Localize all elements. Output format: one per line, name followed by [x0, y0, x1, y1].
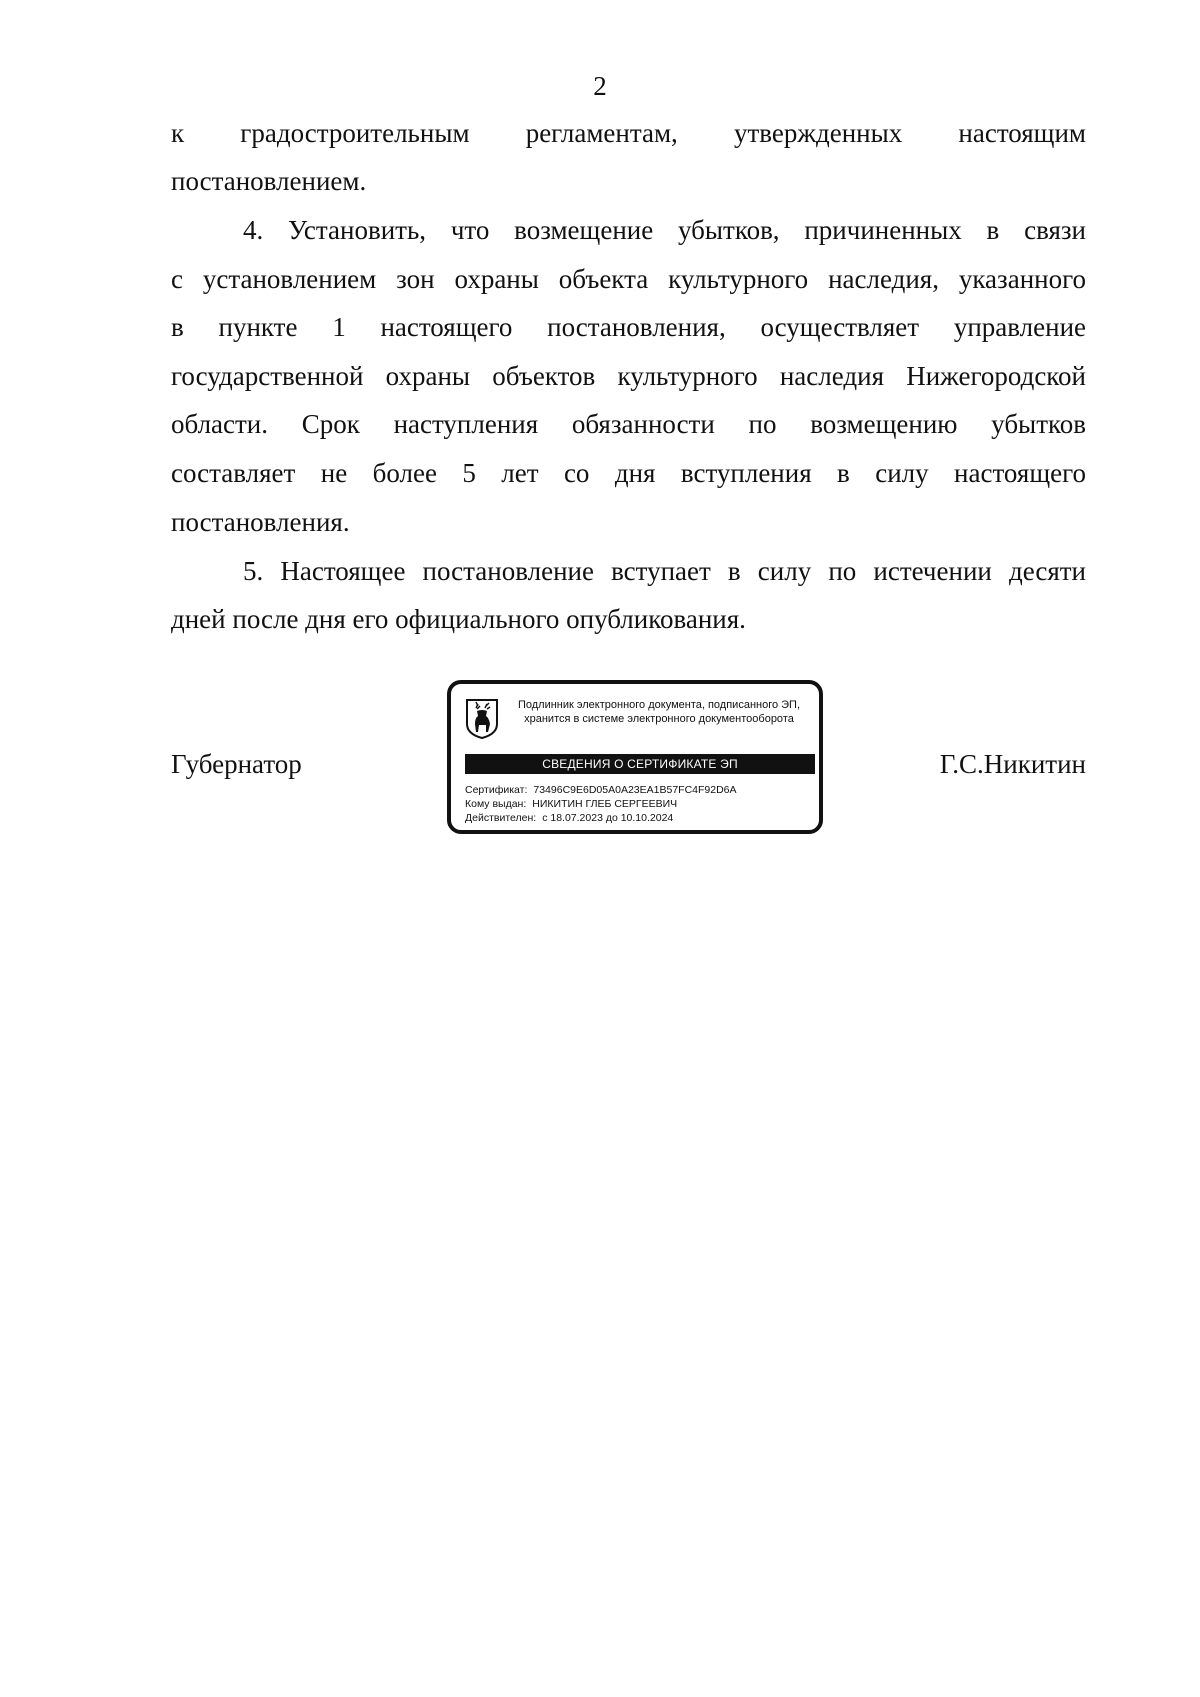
stamp-title-bar: СВЕДЕНИЯ О СЕРТИФИКАТЕ ЭП — [465, 754, 815, 774]
body-line: составляет не более 5 лет со дня вступления в силу настоящего — [171, 458, 1086, 488]
issued-to-label: Кому выдан: — [465, 798, 527, 810]
stamp-header-line: хранится в системе электронного документооборота — [524, 713, 794, 725]
deer-emblem-icon — [465, 698, 499, 740]
stamp-header-line: Подлинник электронного документа, подписанного ЭП, — [517, 699, 801, 711]
validity-label: Действителен: — [465, 812, 537, 824]
issued-to-value: НИКИТИН ГЛЕБ СЕРГЕЕВИЧ — [532, 798, 678, 810]
body-line: 5. Настоящее постановление вступает в силу по истечении десяти — [243, 556, 1086, 586]
body-line: 4. Установить, что возмещение убытков, причиненных в связи — [243, 215, 1086, 245]
issued-to-row — [465, 798, 815, 811]
signatory-name: Г.С.Никитин — [939, 749, 1086, 779]
certificate-label: Сертификат: — [465, 784, 528, 796]
validity-row — [465, 812, 815, 825]
signatory-position: Губернатор — [171, 749, 302, 779]
stamp-header — [503, 698, 815, 726]
certificate-row — [465, 784, 815, 797]
certificate-value: 73496C9E6D05A0A23EA1B57FC4F92D6A — [533, 784, 737, 796]
validity-value: с 18.07.2023 до 10.10.2024 — [542, 812, 674, 824]
body-line: постановления. — [171, 507, 350, 537]
page-number: 2 — [593, 71, 607, 101]
body-line: области. Срок наступления обязанности по возмещению убытков — [171, 409, 1086, 439]
body-line: к градостроительным регламентам, утвержденных настоящим — [171, 118, 1086, 148]
body-line: в пункте 1 настоящего постановления, осуществляет управление — [171, 312, 1086, 342]
body-line: постановлением. — [171, 166, 367, 196]
electronic-signature-stamp — [447, 680, 823, 834]
body-line: государственной охраны объектов культурного наследия Нижегородской — [171, 361, 1086, 391]
body-line: дней после дня его официального опубликования. — [171, 604, 746, 634]
body-line: с установлением зон охраны объекта культурного наследия, указанного — [171, 264, 1086, 294]
